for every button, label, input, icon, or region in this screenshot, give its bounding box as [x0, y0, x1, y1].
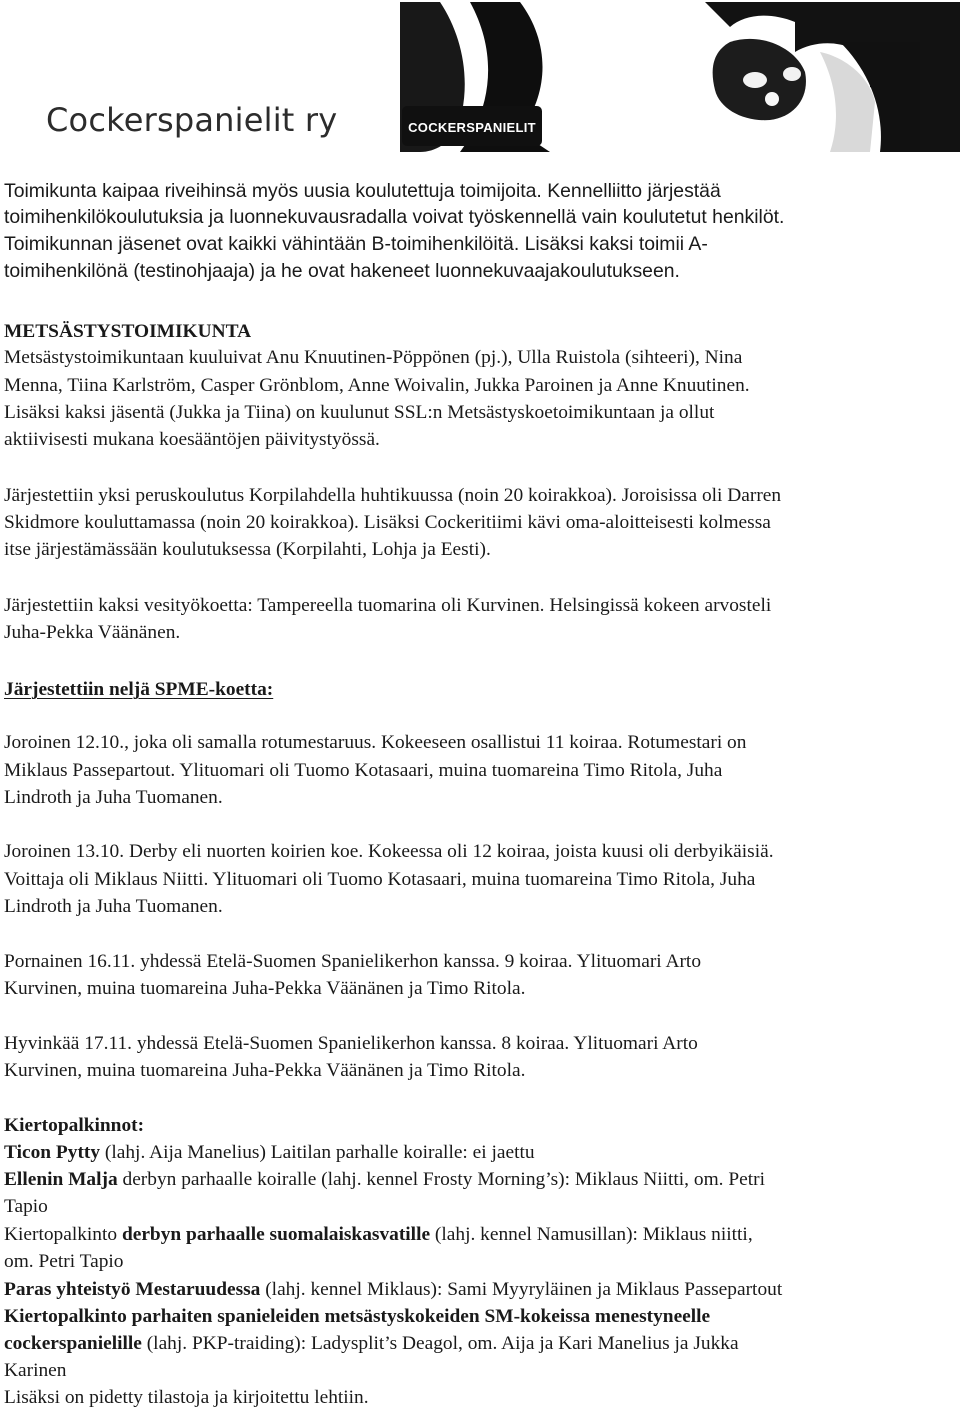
closing-line: Lisäksi on pidetty tilastoja ja kirjoitettu lehtiin.: [4, 1387, 369, 1408]
text-line: Lindroth ja Juha Tuomanen.: [4, 787, 223, 808]
text-line: om. Petri Tapio: [4, 1251, 124, 1272]
spme-heading-text: Järjestettiin neljä SPME-koetta:: [4, 679, 274, 700]
trophy-item: Ellenin Malja derbyn parhaalle koiralle (lahj. kennel Frosty Morning’s): Miklaus Niitti, om. Petri: [4, 1169, 765, 1190]
trophy-item: Ticon Pytty (lahj. Aija Manelius) Laitilan parhalle koiralle: ei jaettu: [4, 1142, 535, 1163]
badge-label: COCKERSPANIELIT: [408, 120, 536, 135]
text-line: Juha-Pekka Väänänen.: [4, 622, 181, 643]
text-line: Järjestettiin yksi peruskoulutus Korpilahdella huhtikuussa (noin 20 koirakkoa). Joroisissa oli Darren: [4, 485, 782, 506]
page-header: [0, 0, 960, 152]
text-line: Toimikunta kaipaa riveihinsä myös uusia koulutettuja toimijoita. Kennelliitto järjestää: [4, 180, 721, 202]
text-line: Pornainen 16.11. yhdessä Etelä-Suomen Spanielikerhon kanssa. 9 koiraa. Ylituomari Arto: [4, 951, 702, 972]
text-line: Menna, Tiina Karlström, Casper Grönblom, Anne Woivalin, Jukka Paroinen ja Anne Knuutinen.: [4, 375, 750, 396]
text-line: Hyvinkää 17.11. yhdessä Etelä-Suomen Spanielikerhon kanssa. 8 koiraa. Ylituomari Arto: [4, 1033, 698, 1054]
trophy-item: Paras yhteistyö Mestaruudessa (lahj. kennel Miklaus): Sami Myyryläinen ja Miklaus Passepartout: [4, 1279, 783, 1300]
trophy-item: Kiertopalkinto derbyn parhaalle suomalaiskasvatille (lahj. kennel Namusillan): Miklaus niitti,: [4, 1224, 753, 1245]
spme-heading: [4, 676, 273, 703]
text-line: aktiivisesti mukana koesääntöjen päivitystyössä.: [4, 429, 380, 450]
text-line: Toimikunnan jäsenet ovat kaikki vähintään B-toimihenkilöitä. Lisäksi kaksi toimii A-: [4, 233, 708, 255]
text-line: Tapio: [4, 1196, 48, 1217]
trophy-item: Kiertopalkinto parhaiten spanieleiden metsästyskokeiden SM-kokeissa menestyneelle: [4, 1306, 711, 1327]
text-line: itse järjestämässään koulutuksessa (Korpilahti, Lohja ja Eesti).: [4, 539, 491, 560]
text-line: Skidmore kouluttamassa (noin 20 koirakkoa). Lisäksi Cockeritiimi kävi oma-aloitteisesti kolmessa: [4, 512, 771, 533]
text-line: Metsästystoimikuntaan kuuluivat Anu Knuutinen-Pöppönen (pj.), Ulla Ruistola (sihteeri), Nina: [4, 347, 743, 368]
text-line: Joroinen 13.10. Derby eli nuorten koirien koe. Kokeessa oli 12 koiraa, joista kuusi oli derbyikäisiä.: [4, 841, 774, 862]
text-line: Kurvinen, muina tuomareina Juha-Pekka Väänänen ja Timo Ritola.: [4, 1060, 526, 1081]
text-line: Järjestettiin kaksi vesityökoetta: Tampereella tuomarina oli Kurvinen. Helsingissä kokeen arvosteli: [4, 595, 772, 616]
text-line: Joroinen 12.10., joka oli samalla rotumestaruus. Kokeeseen osallistui 11 koiraa. Rotumestari on: [4, 732, 747, 753]
text-line: Kurvinen, muina tuomareina Juha-Pekka Väänänen ja Timo Ritola.: [4, 978, 526, 999]
text-line: Lindroth ja Juha Tuomanen.: [4, 896, 223, 917]
text-line: toimihenkilönä (testinohjaaja) ja he ovat hakeneet luonnekuvaajakoulutukseen.: [4, 260, 680, 282]
text-line: Miklaus Passepartout. Ylituomari oli Tuomo Kotasaari, muina tuomareina Timo Ritola, Juha: [4, 760, 723, 781]
text-line: cockerspanielille (lahj. PKP-traiding): Ladysplit’s Deagol, om. Aija ja Kari Manelius ja Jukka: [4, 1333, 739, 1354]
trophies-heading: [4, 1112, 144, 1139]
org-name-logo: Cockerspanielit ry: [46, 101, 338, 139]
text-line: toimihenkilökoulutuksia ja luonnekuvausradalla voivat työskennellä vain koulutetut henkilöt.: [4, 206, 785, 228]
text-line: Karinen: [4, 1360, 67, 1381]
text-line: Voittaja oli Miklaus Niitti. Ylituomari oli Tuomo Kotasaari, muina tuomareina Timo Ritola, Juha: [4, 869, 756, 890]
trophies-heading-text: Kiertopalkinnot:: [4, 1115, 145, 1136]
cocker-spaniel-logo: [400, 2, 960, 152]
text-line: Lisäksi kaksi jäsentä (Jukka ja Tiina) on kuulunut SSL:n Metsästyskoetoimikuntaan ja ollut: [4, 402, 715, 423]
section-title: METSÄSTYSTOIMIKUNTA: [4, 321, 252, 342]
